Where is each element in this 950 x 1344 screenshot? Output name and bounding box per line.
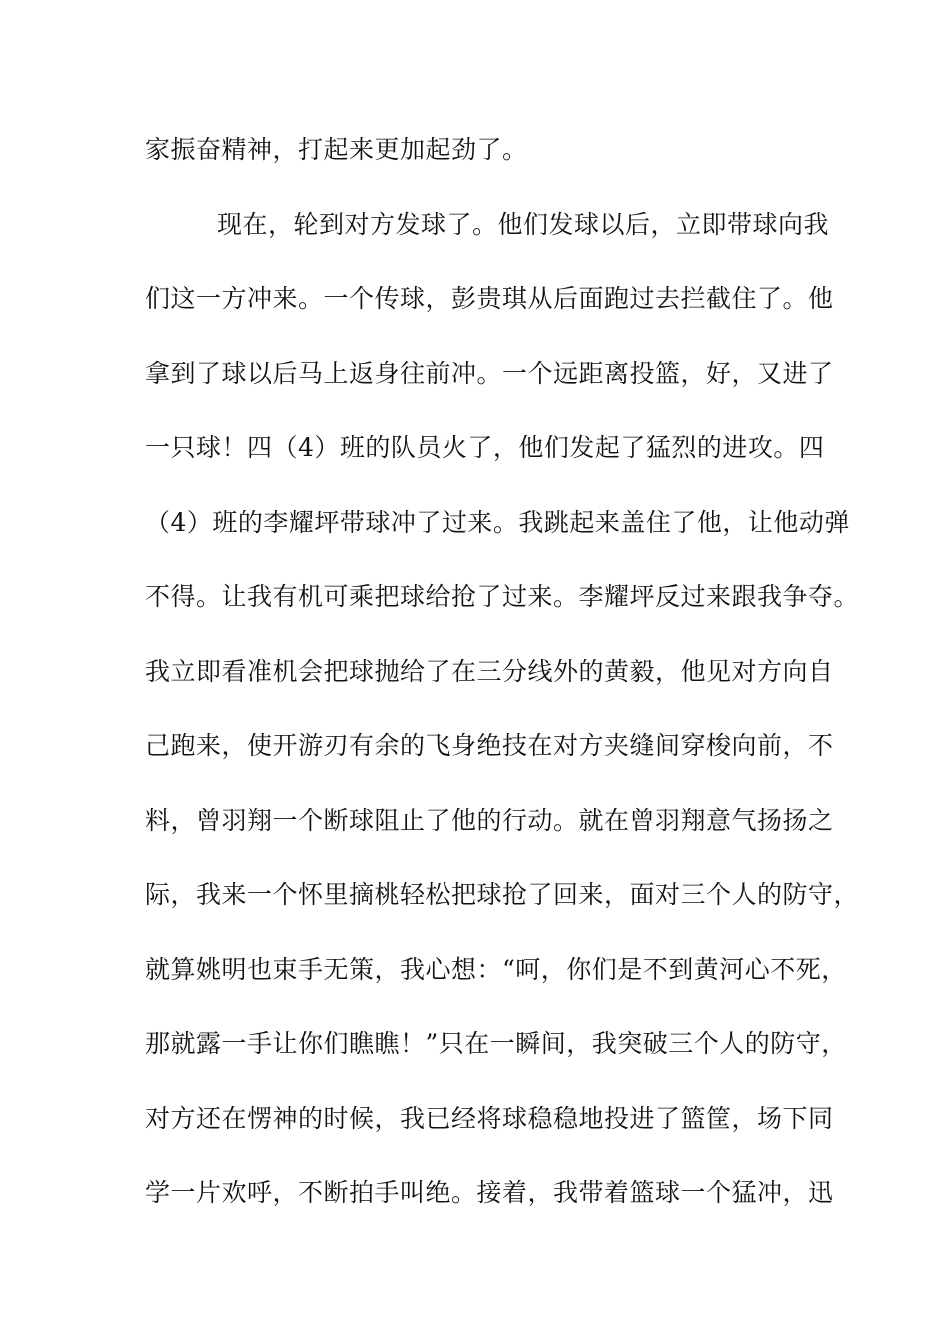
paragraph-first-line: 现在，轮到对方发球了。他们发球以后，立即带球向我 [217,209,830,239]
text-line: （4）班的李耀坪带球冲了过来。我跳起来盖住了他，让他动弹 [145,507,850,537]
text-line: 己跑来，使开游刃有余的飞身绝技在对方夹缝间穿梭向前，不 [145,731,834,760]
text-line: 对方还在愣神的时候，我已经将球稳稳地投进了篮筐，场下同 [145,1103,834,1133]
body-text [145,130,860,1248]
text-line: 就算姚明也束手无策，我心想：“呵，你们是不到黄河心不死， [145,954,847,984]
text-line: 拿到了球以后马上返身往前冲。一个远距离投篮，好，又进了 [145,358,834,388]
text-line: 不得。让我有机可乘把球给抢了过来。李耀坪反过来跟我争夺。 [145,582,860,611]
text-line: 学一片欢呼，不断拍手叫绝。接着，我带着篮球一个猛冲，迅 [145,1178,834,1207]
text-line: 们这一方冲来。一个传球，彭贵琪从后面跑过去拦截住了。他 [145,284,834,313]
text-line: 那就露一手让你们瞧瞧！”只在一瞬间，我突破三个人的防守， [145,1029,847,1058]
text-line: 际，我来一个怀里摘桃轻松把球抢了回来，面对三个人的防守， [145,880,860,909]
text-line: 家振奋精神，打起来更加起劲了。 [145,135,528,164]
text-line: 料，曾羽翔一个断球阻止了他的行动。就在曾羽翔意气扬扬之 [145,805,834,835]
text-line: 我立即看准机会把球抛给了在三分线外的黄毅，他见对方向自 [145,656,834,686]
text-line: 一只球！四（4）班的队员火了，他们发起了猛烈的进攻。四 [145,433,825,462]
